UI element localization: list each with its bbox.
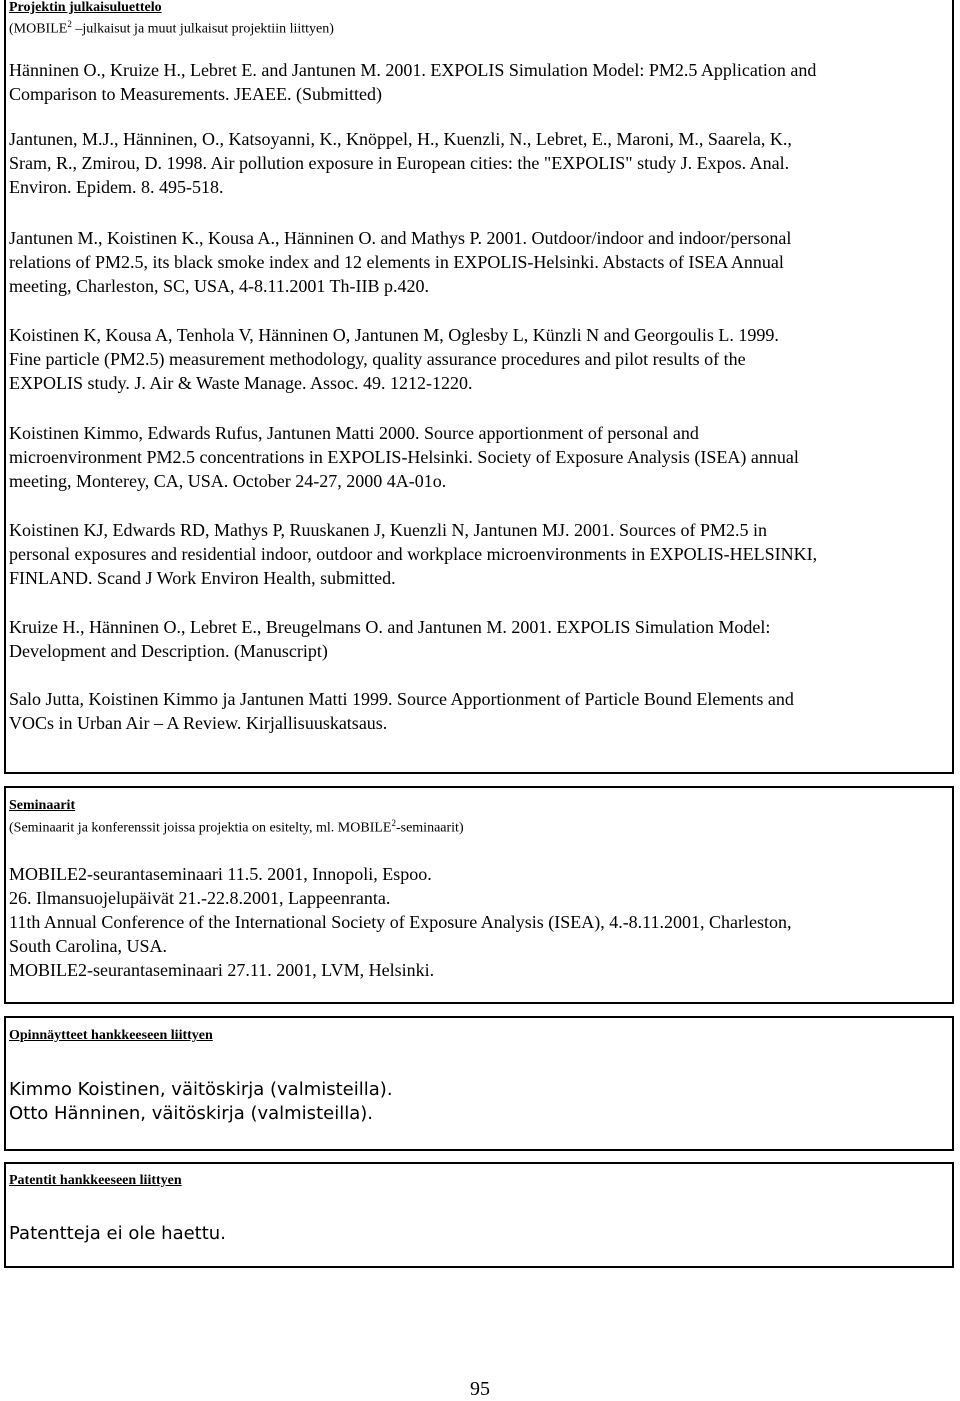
seminars-title: Seminaarit — [9, 798, 76, 813]
entry-line: Salo Jutta, Koistinen Kimmo ja Jantunen Matti 1999. Source Apportionment of Particle Bound Elements and — [9, 689, 794, 709]
entry-line: relations of PM2.5, its black smoke index and 12 elements in EXPOLIS-Helsinki. Abstacts of ISEA Annual — [9, 252, 784, 272]
entry-line: Jantunen, M.J., Hänninen, O., Katsoyanni, K., Knöppel, H., Kuenzli, N., Lebret, E., Maroni, M., Saarela, K., — [9, 129, 792, 149]
seminar-item: MOBILE2-seurantaseminaari 11.5. 2001, Innopoli, Espoo. — [9, 864, 432, 884]
publication-entry — [9, 687, 939, 735]
entry-line: microenvironment PM2.5 concentrations in EXPOLIS-Helsinki. Society of Exposure Analysis (ISEA) annual — [9, 447, 799, 467]
entry-line: EXPOLIS study. J. Air & Waste Manage. Assoc. 49. 1212-1220. — [9, 373, 473, 393]
entry-line: Koistinen KJ, Edwards RD, Mathys P, Ruuskanen J, Kuenzli N, Jantunen MJ. 2001. Sources of PM2.5 in — [9, 520, 767, 540]
entry-line: Development and Description. (Manuscript) — [9, 641, 328, 661]
patent-status: Patentteja ei ole haettu. — [9, 1223, 226, 1244]
publications-subtitle: (MOBILE$^2$ –julkaisut ja muut julkaisut projektiin liittyen) — [9, 19, 334, 37]
thesis-item: Kimmo Koistinen, väitöskirja (valmisteilla). — [9, 1079, 393, 1100]
entry-line: Environ. Epidem. 8. 495-518. — [9, 177, 224, 197]
entry-line: Koistinen Kimmo, Edwards Rufus, Jantunen Matti 2000. Source apportionment of personal and — [9, 423, 699, 443]
publication-entry — [9, 421, 939, 493]
entry-line: FINLAND. Scand J Work Environ Health, submitted. — [9, 568, 396, 588]
seminars-list — [9, 862, 939, 982]
publication-entry — [9, 58, 939, 106]
entry-line: Jantunen M., Koistinen K., Kousa A., Hänninen O. and Mathys P. 2001. Outdoor/indoor and indoor/personal — [9, 228, 792, 248]
publication-entry — [9, 127, 939, 199]
seminar-item: South Carolina, USA. — [9, 936, 168, 956]
page-number: 95 — [470, 1378, 490, 1400]
entry-line: Hänninen O., Kruize H., Lebret E. and Jantunen M. 2001. EXPOLIS Simulation Model: PM2.5 Application and — [9, 60, 817, 80]
seminar-item: MOBILE2-seurantaseminaari 27.11. 2001, LVM, Helsinki. — [9, 960, 435, 980]
patents-text — [9, 1222, 939, 1246]
entry-line: meeting, Charleston, SC, USA, 4-8.11.2001 Th-IIB p.420. — [9, 276, 429, 296]
publication-entry — [9, 518, 939, 590]
thesis-item: Otto Hänninen, väitöskirja (valmisteilla). — [9, 1103, 373, 1124]
entry-line: Kruize H., Hänninen O., Lebret E., Breugelmans O. and Jantunen M. 2001. EXPOLIS Simulation Model: — [9, 617, 771, 637]
seminar-item: 11th Annual Conference of the International Society of Exposure Analysis (ISEA), 4.-8.11.2001, Charleston, — [9, 912, 792, 932]
patents-title: Patentit hankkeeseen liittyen — [9, 1173, 182, 1188]
entry-line: Koistinen K, Kousa A, Tenhola V, Hänninen O, Jantunen M, Oglesby L, Künzli N and Georgoulis L. 1999. — [9, 325, 779, 345]
publication-entry — [9, 615, 939, 663]
entry-line: VOCs in Urban Air – A Review. Kirjallisuuskatsaus. — [9, 713, 388, 733]
publication-entry — [9, 323, 939, 395]
theses-title: Opinnäytteet hankkeeseen liittyen — [9, 1028, 213, 1043]
seminars-subtitle: (Seminaarit ja konferenssit joissa projektia on esitelty, ml. MOBILE$^2$-seminaarit) — [9, 818, 464, 836]
entry-line: meeting, Monterey, CA, USA. October 24-27, 2000 4A-01o. — [9, 471, 447, 491]
entry-line: personal exposures and residential indoor, outdoor and workplace microenvironments in EXPOLIS-HELSINKI, — [9, 544, 818, 564]
entry-line: Fine particle (PM2.5) measurement methodology, quality assurance procedures and pilot results of the — [9, 349, 746, 369]
theses-list — [9, 1078, 939, 1126]
publication-entry — [9, 226, 939, 298]
entry-line: Sram, R., Zmirou, D. 1998. Air pollution exposure in European cities: the "EXPOLIS" study J. Expos. Anal. — [9, 153, 790, 173]
seminar-item: 26. Ilmansuojelupäivät 21.-22.8.2001, Lappeenranta. — [9, 888, 391, 908]
entry-line: Comparison to Measurements. JEAEE. (Submitted) — [9, 84, 382, 104]
publications-title: Projektin julkaisuluettelo — [9, 0, 162, 15]
